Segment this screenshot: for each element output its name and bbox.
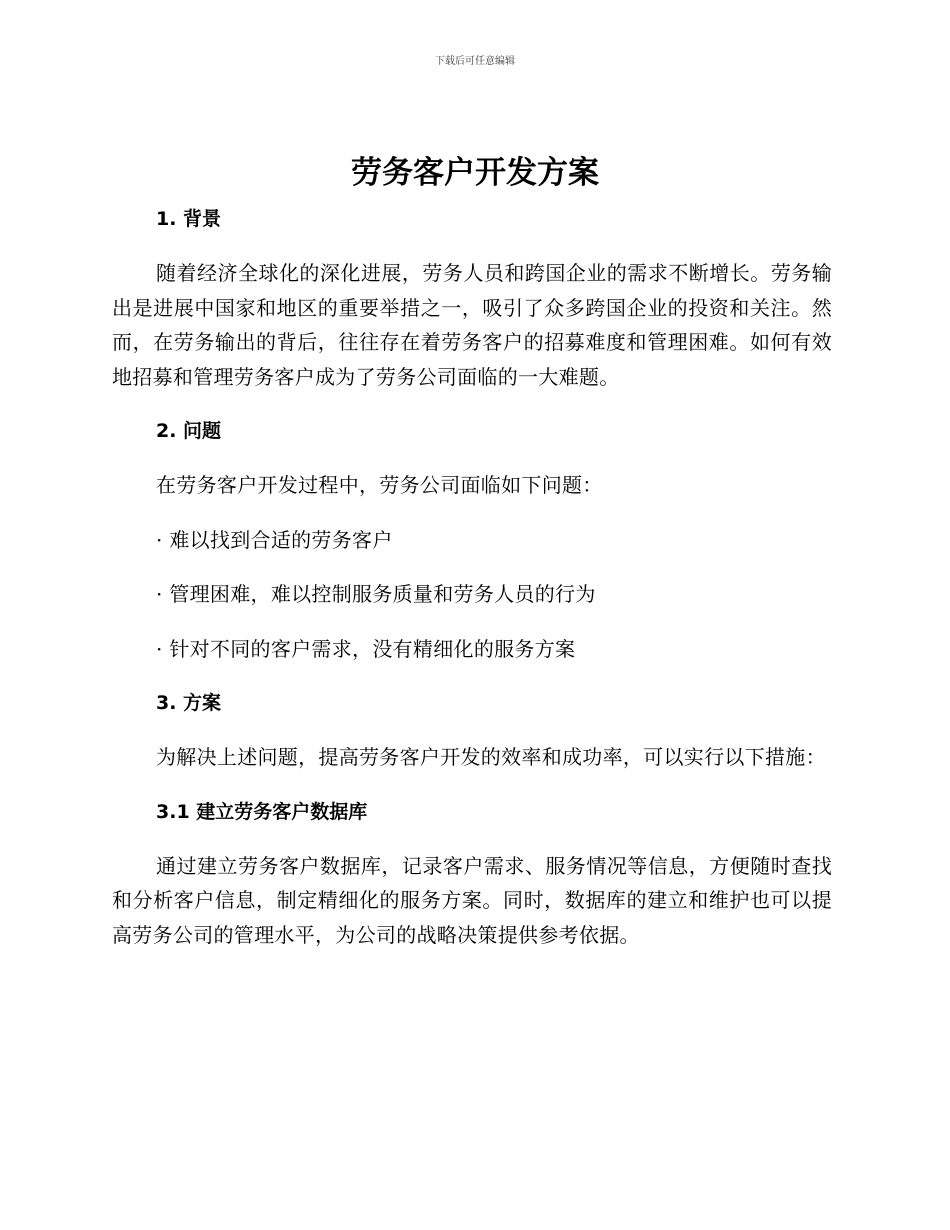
subsection-heading-database: 3.1 建立劳务客户数据库 xyxy=(156,800,368,823)
page-header-note: 下载后可任意编辑 xyxy=(435,56,515,67)
problem-item: · 难以找到合适的劳务客户 xyxy=(156,527,393,552)
database-paragraph: 通过建立劳务客户数据库，记录客户需求、服务情况等信息，方便随时查找和分析客户信息，制定精细化的服务方案。同时，数据库的建立和维护也可以提高劳务公司的管理水平，为公司的战略决策提供参考依据。 xyxy=(112,853,832,947)
document-body xyxy=(112,201,832,952)
background-paragraph: 随着经济全球化的深化进展，劳务人员和跨国企业的需求不断增长。劳务输出是进展中国家和地区的重要举措之一，吸引了众多跨国企业的投资和关注。然而，在劳务输出的背后，往往存在着劳务客户的招募难度和管理困难。如何有效地招募和管理劳务客户成为了劳务公司面临的一大难题。 xyxy=(112,261,832,389)
section-heading-solution: 3. 方案 xyxy=(156,692,222,714)
solution-intro: 为解决上述问题，提高劳务客户开发的效率和成功率，可以实行以下措施： xyxy=(156,745,826,769)
problems-intro: 在劳务客户开发过程中，劳务公司面临如下问题： xyxy=(156,473,603,497)
section-heading-problems: 2. 问题 xyxy=(156,420,222,442)
section-heading-background: 1. 背景 xyxy=(156,208,222,230)
document-title: 劳务客户开发方案 xyxy=(351,155,599,191)
problem-item: · 管理困难，难以控制服务质量和劳务人员的行为 xyxy=(156,582,596,606)
problem-item: · 针对不同的客户需求，没有精细化的服务方案 xyxy=(156,636,576,661)
